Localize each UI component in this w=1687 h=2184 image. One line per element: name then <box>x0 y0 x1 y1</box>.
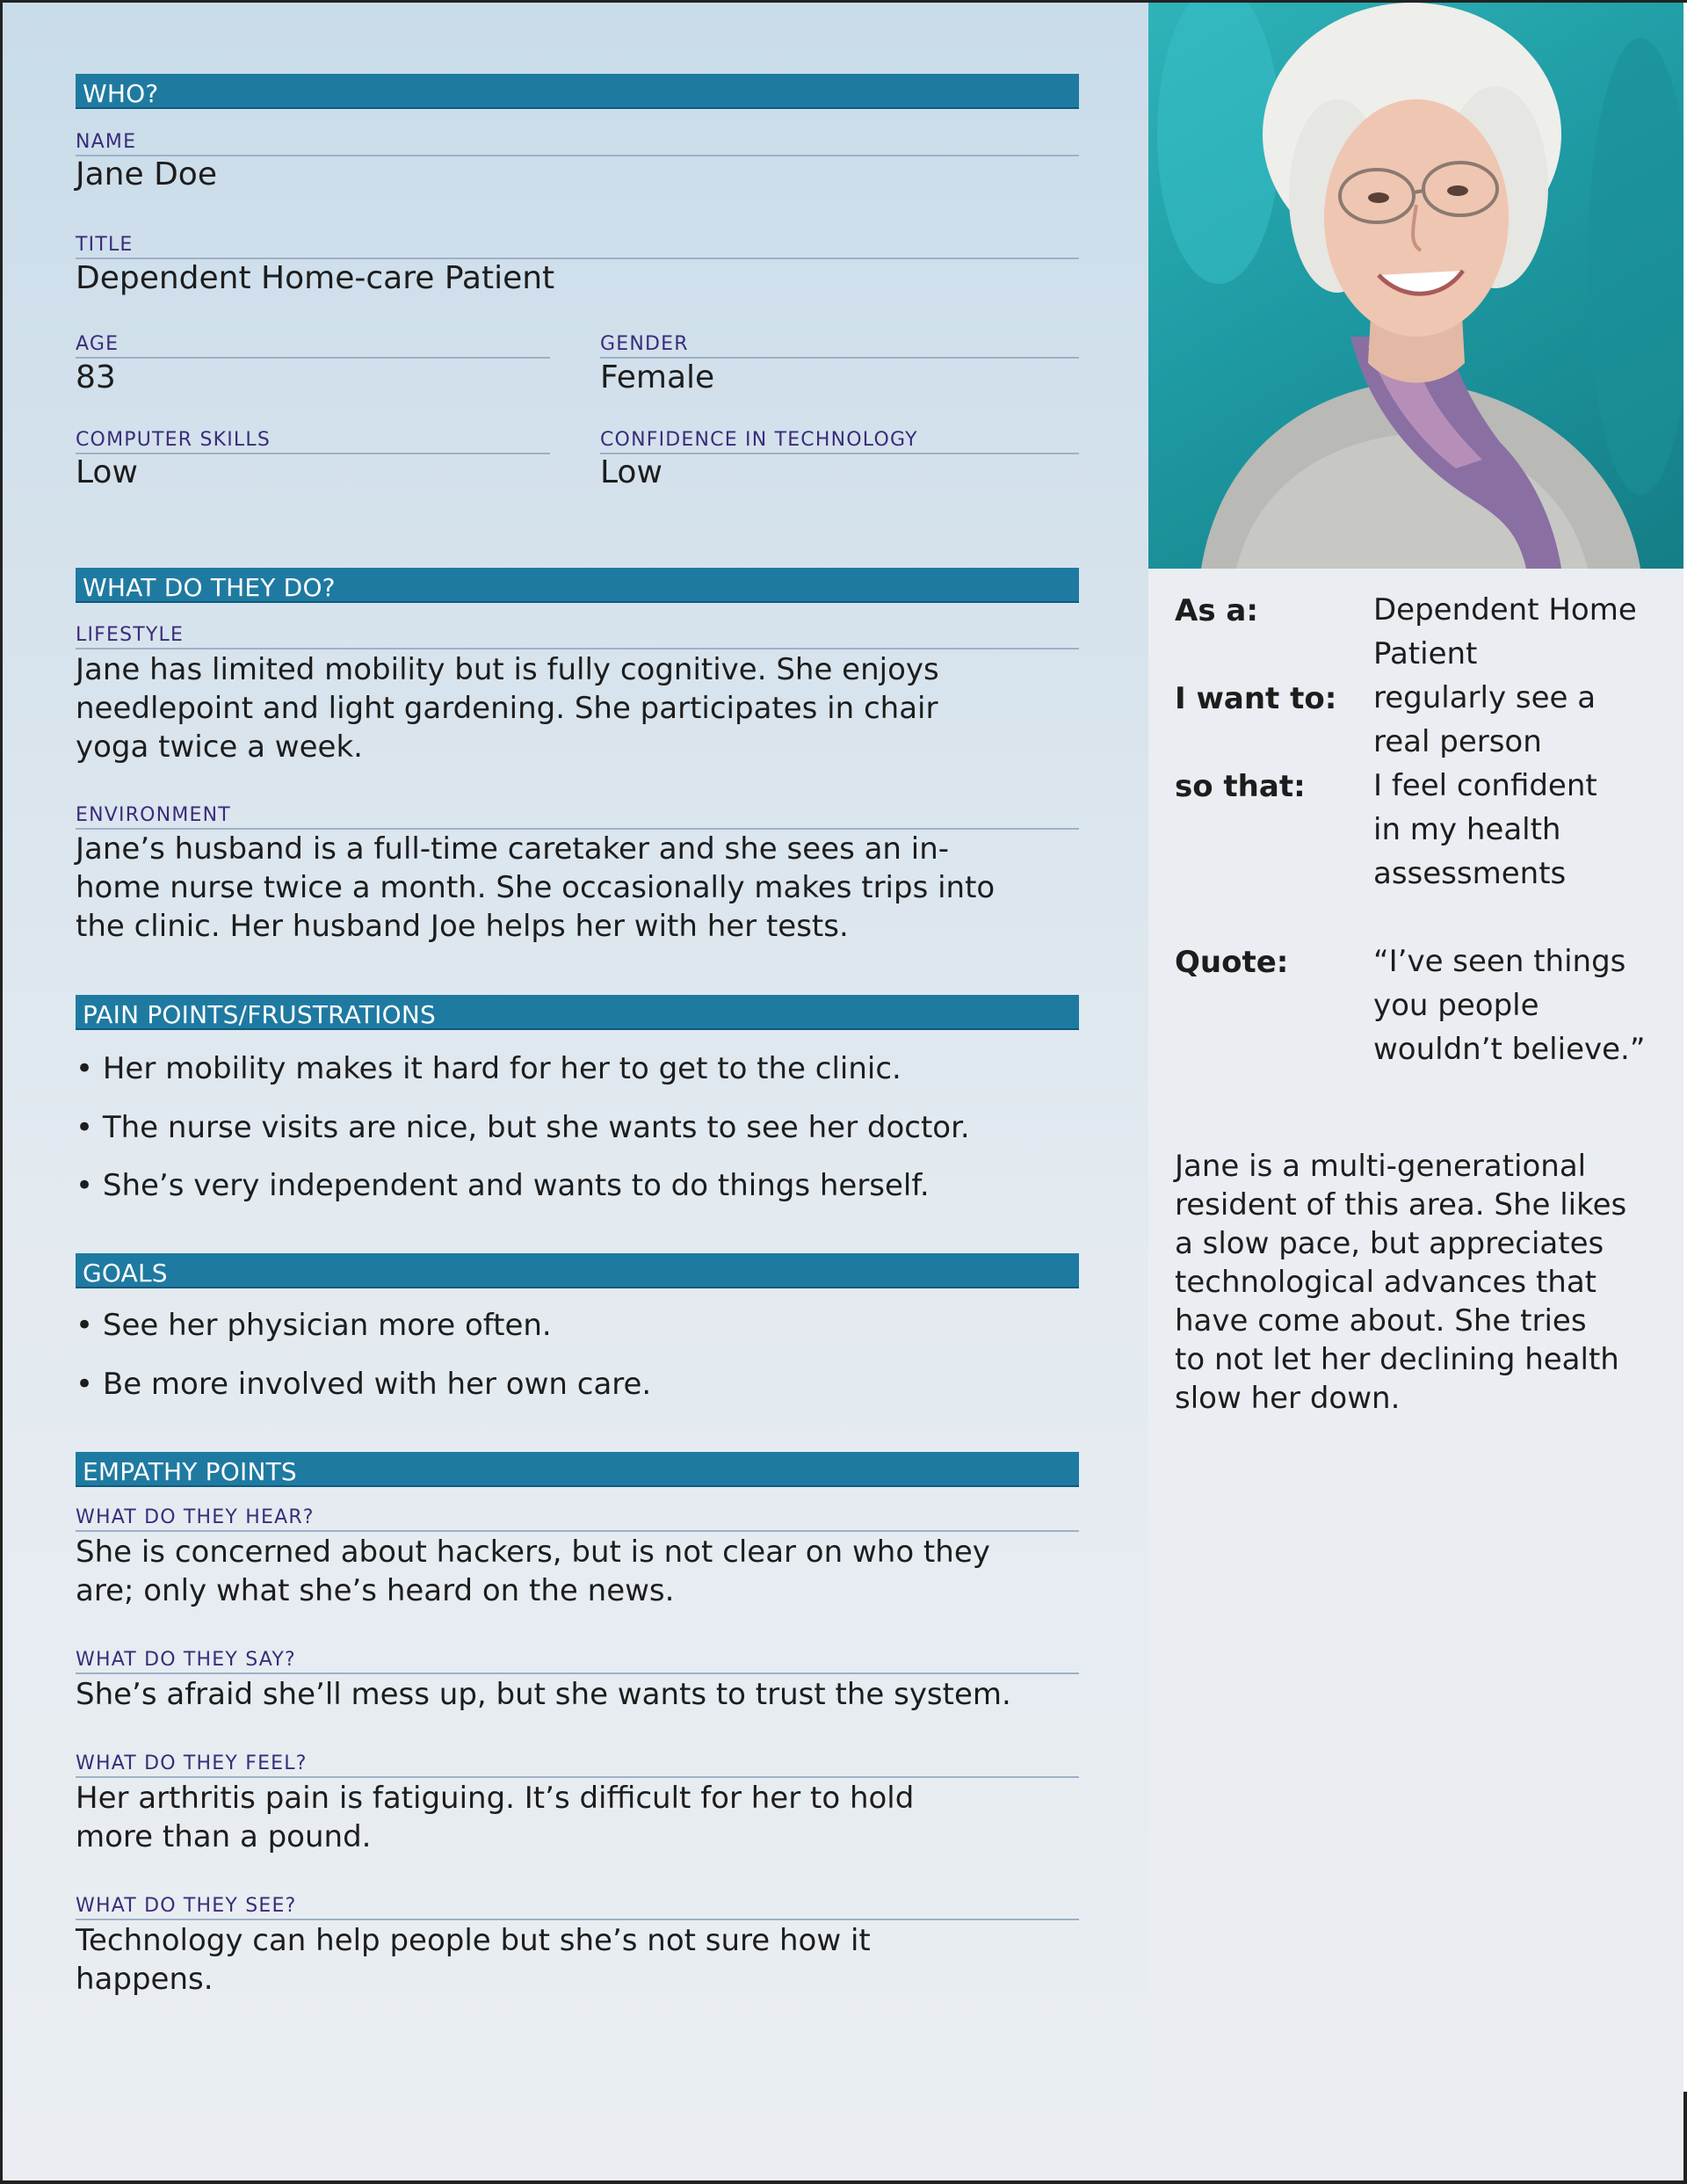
lifestyle-line: needlepoint and light gardening. She participates in chair <box>76 691 938 726</box>
divider <box>600 453 1079 454</box>
quote-label: Quote: <box>1175 945 1289 980</box>
divider <box>76 1530 1079 1532</box>
feel-text <box>76 1779 1095 1856</box>
quote-line: wouldn’t believe.” <box>1373 1032 1646 1067</box>
age-label: AGE <box>76 333 119 355</box>
want-to-label: I want to: <box>1175 681 1337 716</box>
pain-points-section-header <box>76 995 1079 1030</box>
quote-line: you people <box>1373 988 1539 1023</box>
age-value: 83 <box>76 359 116 395</box>
page-border-left <box>0 0 3 2184</box>
pain-points-header-text: PAIN POINTS/FRUSTRATIONS <box>83 1000 436 1029</box>
want-line: real person <box>1373 724 1542 759</box>
title-label: TITLE <box>76 234 134 256</box>
persona-details-panel <box>3 3 1148 2180</box>
goal-item: • Be more involved with her own care. <box>76 1367 652 1402</box>
divider <box>76 1672 1079 1674</box>
so-that-line: assessments <box>1373 856 1567 891</box>
quote-value <box>1373 940 1672 1071</box>
pain-point-item: • The nurse visits are nice, but she wants to see her doctor. <box>76 1110 970 1145</box>
see-line: Technology can help people but she’s not sure how it <box>76 1923 871 1958</box>
title-value: Dependent Home-care Patient <box>76 260 555 296</box>
gender-label: GENDER <box>600 333 689 355</box>
confidence-label: CONFIDENCE IN TECHNOLOGY <box>600 429 918 451</box>
goals-section-header <box>76 1253 1079 1288</box>
goal-item: • See her physician more often. <box>76 1308 552 1343</box>
lifestyle-label: LIFESTYLE <box>76 624 185 646</box>
lifestyle-line: yoga twice a week. <box>76 729 363 765</box>
who-section-header <box>76 74 1079 109</box>
pain-point-item: • Her mobility makes it hard for her to get to the clinic. <box>76 1051 901 1086</box>
what-do-section-header <box>76 568 1079 603</box>
see-text <box>76 1921 1095 1999</box>
computer-skills-label: COMPUTER SKILLS <box>76 429 272 451</box>
hear-line: are; only what she’s heard on the news. <box>76 1573 675 1608</box>
bio-line: have come about. She tries <box>1175 1303 1587 1339</box>
as-a-line: Dependent Home <box>1373 592 1637 628</box>
say-line: She’s afraid she’ll mess up, but she wants to trust the system. <box>76 1677 1011 1712</box>
empathy-section-header <box>76 1452 1079 1487</box>
hear-label: WHAT DO THEY HEAR? <box>76 1506 315 1528</box>
bio-line: resident of this area. She likes <box>1175 1187 1627 1223</box>
empathy-header-text: EMPATHY POINTS <box>83 1457 297 1486</box>
divider <box>76 1919 1079 1920</box>
divider <box>76 648 1079 649</box>
who-header-text: WHO? <box>83 79 159 108</box>
bio-line: Jane is a multi-generational <box>1175 1149 1587 1184</box>
bio-line: a slow pace, but appreciates <box>1175 1226 1604 1261</box>
environment-line: the clinic. Her husband Joe helps her with her tests. <box>76 909 849 944</box>
environment-line: Jane’s husband is a full-time caretaker and she sees an in- <box>76 831 950 867</box>
feel-line: more than a pound. <box>76 1819 372 1854</box>
bio-line: technological advances that <box>1175 1265 1597 1300</box>
so-that-label: so that: <box>1175 769 1306 804</box>
feel-line: Her arthritis pain is fatiguing. It’s difficult for her to hold <box>76 1781 915 1816</box>
page-border-right <box>1683 2092 1687 2184</box>
divider <box>76 155 1079 156</box>
page-border-top <box>0 0 1687 3</box>
what-do-header-text: WHAT DO THEY DO? <box>83 573 336 602</box>
persona-summary-panel <box>1148 3 1683 2180</box>
see-line: happens. <box>76 1962 214 1997</box>
say-label: WHAT DO THEY SAY? <box>76 1649 296 1671</box>
as-a-line: Patient <box>1373 636 1478 671</box>
so-that-value <box>1373 764 1672 896</box>
persona-portrait-illustration <box>1148 3 1683 569</box>
persona-bio <box>1175 1147 1667 1418</box>
want-to-value <box>1373 676 1672 764</box>
environment-text <box>76 830 1095 946</box>
goals-header-text: GOALS <box>83 1259 168 1288</box>
environment-line: home nurse twice a month. She occasionally makes trips into <box>76 870 996 905</box>
hear-text <box>76 1533 1095 1610</box>
divider <box>76 453 550 454</box>
lifestyle-text <box>76 650 1095 766</box>
say-text <box>76 1675 1095 1714</box>
so-that-line: in my health <box>1373 812 1561 847</box>
bio-line: to not let her declining health <box>1175 1342 1619 1377</box>
see-label: WHAT DO THEY SEE? <box>76 1895 297 1917</box>
bio-line: slow her down. <box>1175 1381 1401 1416</box>
confidence-value: Low <box>600 454 662 490</box>
as-a-label: As a: <box>1175 593 1258 628</box>
environment-label: ENVIRONMENT <box>76 804 231 826</box>
lifestyle-line: Jane has limited mobility but is fully cognitive. She enjoys <box>76 652 939 687</box>
pain-point-item: • She’s very independent and wants to do things herself. <box>76 1168 930 1203</box>
so-that-line: I feel confident <box>1373 768 1597 803</box>
computer-skills-value: Low <box>76 454 138 490</box>
as-a-value <box>1373 588 1672 676</box>
hear-line: She is concerned about hackers, but is not clear on who they <box>76 1535 990 1570</box>
persona-photo <box>1148 3 1683 569</box>
quote-line: “I’ve seen things <box>1373 944 1626 979</box>
want-line: regularly see a <box>1373 680 1596 715</box>
feel-label: WHAT DO THEY FEEL? <box>76 1752 308 1774</box>
divider <box>76 357 550 359</box>
page-border-bottom <box>0 2180 1687 2184</box>
name-value: Jane Doe <box>76 156 217 192</box>
divider <box>76 1776 1079 1778</box>
name-label: NAME <box>76 131 137 153</box>
gender-value: Female <box>600 359 715 395</box>
